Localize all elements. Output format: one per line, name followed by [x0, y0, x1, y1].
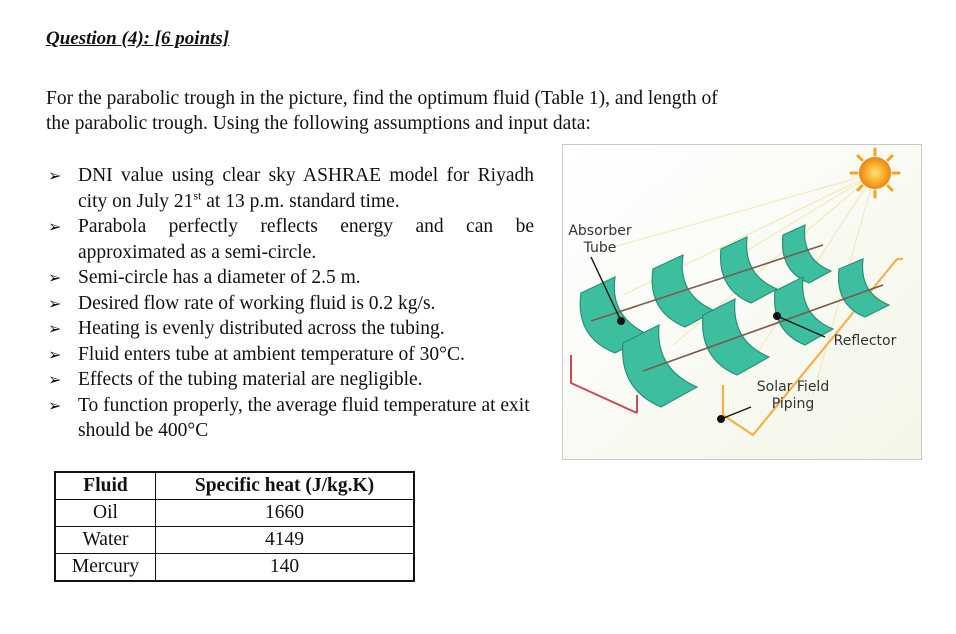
trough-illustration [563, 145, 921, 459]
assumption-text: To function properly, the average fluid temperature at exit should be 400°C [78, 394, 530, 441]
intro-line-1: For the parabolic trough in the picture, find the optimum fluid (Table 1), and length of [46, 88, 718, 109]
assumption-text: Heating is evenly distributed across the tubing. [78, 318, 445, 339]
absorber-tube-label [565, 223, 635, 257]
assumption-item [46, 393, 534, 444]
table-header-cell: Specific heat (J/kg.K) [156, 472, 415, 500]
table-row [55, 527, 414, 554]
table-cell: 1660 [156, 500, 415, 527]
intro-line-2: the parabolic trough. Using the following assumptions and input data: [46, 113, 591, 134]
arrow-bullet-icon: ➢ [48, 370, 62, 389]
assumption-superscript: st [193, 188, 202, 202]
table-cell: Water [55, 527, 156, 554]
table-cell: Oil [55, 500, 156, 527]
fluid-table [54, 471, 415, 582]
assumption-item [46, 291, 534, 317]
assumption-text: Parabola perfectly reflects energy and can be approximated as a semi-circle. [78, 216, 534, 263]
assumption-text: Fluid enters tube at ambient temperature of 30°C. [78, 343, 465, 365]
arrow-bullet-icon: ➢ [48, 395, 62, 415]
sun-icon [851, 149, 899, 197]
assumption-item [46, 367, 534, 393]
table-header-row [55, 472, 414, 500]
assumption-text: Semi-circle has a diameter of 2.5 m. [78, 267, 361, 288]
piping-label-line-1: Solar Field [756, 379, 830, 395]
assumption-item [46, 265, 534, 291]
assumption-text: at 13 p.m. standard time. [201, 190, 400, 212]
piping-label-line-2: Piping [771, 396, 815, 412]
table-cell: 4149 [156, 527, 415, 554]
assumption-text: DNI value using clear sky ASHRAE model for Riyadh city on July 21 [78, 165, 534, 212]
table-cell: Mercury [55, 554, 156, 582]
arrow-bullet-icon: ➢ [48, 319, 62, 338]
solar-field-piping-label [743, 379, 843, 413]
table-cell: 140 [156, 554, 415, 582]
arrow-bullet-icon: ➢ [48, 344, 62, 364]
arrow-bullet-icon: ➢ [48, 166, 62, 185]
assumption-item [46, 214, 534, 265]
question-heading: Question (4): [6 points] [46, 28, 230, 49]
table-header-cell: Fluid [55, 472, 156, 500]
table-row [55, 500, 414, 527]
absorber-label-line-1: Absorber [568, 223, 632, 239]
assumption-item [46, 342, 534, 368]
arrow-bullet-icon: ➢ [48, 217, 62, 236]
assumption-item [46, 163, 534, 214]
assumptions-list [46, 163, 534, 444]
assumption-text: Desired flow rate of working fluid is 0.2 kg/s. [78, 292, 436, 314]
reflector-label: Reflector [833, 333, 897, 349]
absorber-label-line-2: Tube [583, 240, 617, 256]
arrow-bullet-icon: ➢ [48, 293, 62, 313]
question-intro [46, 86, 846, 136]
arrow-bullet-icon: ➢ [48, 268, 62, 287]
parabolic-trough-figure [562, 144, 922, 460]
table-row [55, 554, 414, 582]
assumption-item [46, 316, 534, 342]
assumption-text: Effects of the tubing material are negligible. [78, 369, 423, 390]
